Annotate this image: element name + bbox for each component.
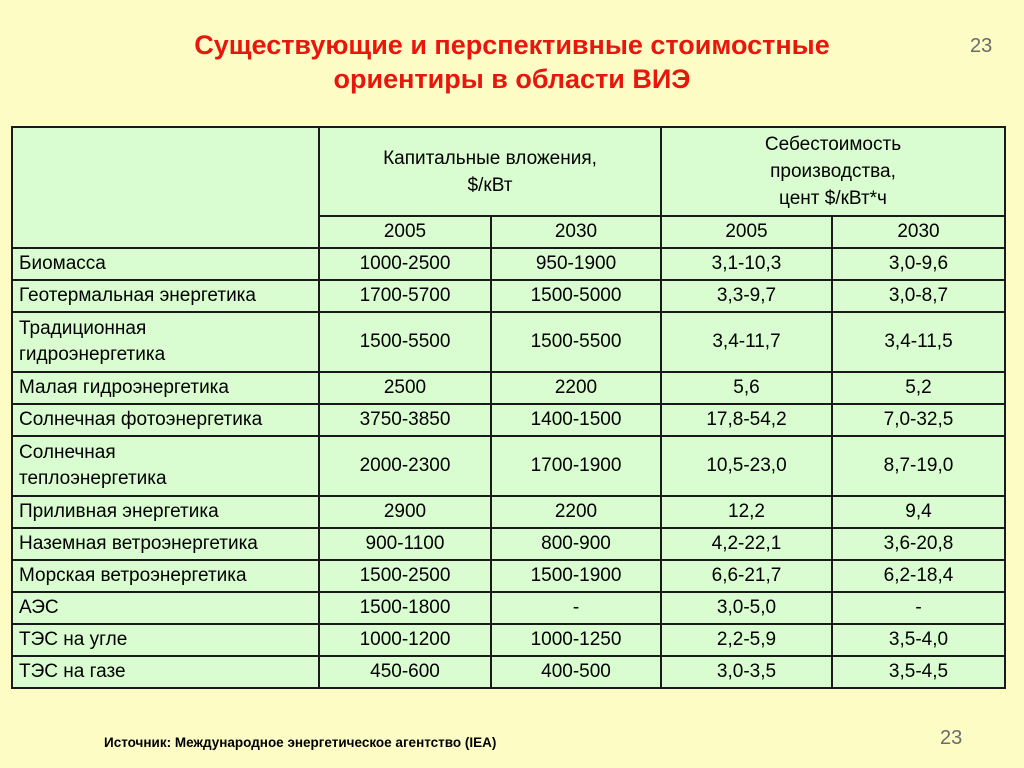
page-number-top: 23	[970, 35, 993, 57]
table-cell: 3,4-11,7	[661, 312, 832, 372]
row-name: ТЭС на газе	[12, 656, 319, 688]
table-cell: 9,4	[832, 496, 1005, 528]
row-name: Биомасса	[12, 248, 319, 280]
table-cell: 3,0-9,6	[832, 248, 1005, 280]
table-cell: 2500	[319, 372, 491, 404]
table-row	[12, 656, 1005, 688]
table-cell: 2200	[491, 372, 661, 404]
table-cell: 3,0-5,0	[661, 592, 832, 624]
year-header: 2030	[491, 216, 661, 248]
table-row	[12, 312, 1005, 372]
year-header: 2005	[661, 216, 832, 248]
table-cell: 800-900	[491, 528, 661, 560]
table-cell: 3,5-4,0	[832, 624, 1005, 656]
table-cell: 3,0-8,7	[832, 280, 1005, 312]
corner-cell	[12, 127, 319, 248]
table-row	[12, 280, 1005, 312]
table-cell: 4,2-22,1	[661, 528, 832, 560]
table-cell: 1500-5000	[491, 280, 661, 312]
table-cell: 1400-1500	[491, 404, 661, 436]
table-row	[12, 496, 1005, 528]
table-cell: 8,7-19,0	[832, 436, 1005, 496]
header-capital-investment: Капитальные вложения, $/кВт	[319, 127, 661, 216]
table-row	[12, 592, 1005, 624]
table-cell: 1000-2500	[319, 248, 491, 280]
table-cell: 1500-5500	[319, 312, 491, 372]
table-cell: 3,1-10,3	[661, 248, 832, 280]
year-header: 2030	[832, 216, 1005, 248]
header-production-cost: Себестоимость производства, цент $/кВт*ч	[661, 127, 1005, 216]
table-cell: 3,0-3,5	[661, 656, 832, 688]
row-name: Морская ветроэнергетика	[12, 560, 319, 592]
table-cell: 1500-5500	[491, 312, 661, 372]
table-cell: 900-1100	[319, 528, 491, 560]
row-name: Наземная ветроэнергетика	[12, 528, 319, 560]
table-cell: 3750-3850	[319, 404, 491, 436]
table-cell: 400-500	[491, 656, 661, 688]
table-cell: 5,2	[832, 372, 1005, 404]
table-row	[12, 404, 1005, 436]
table-row	[12, 248, 1005, 280]
row-name: Солнечная теплоэнергетика	[12, 436, 319, 496]
table-cell: 1700-1900	[491, 436, 661, 496]
table-cell: 1500-1800	[319, 592, 491, 624]
table-row	[12, 436, 1005, 496]
source-note: Источник: Международное энергетическое агентство (IEA)	[104, 735, 497, 750]
table-cell: 2000-2300	[319, 436, 491, 496]
table-cell: 3,6-20,8	[832, 528, 1005, 560]
row-name: Приливная энергетика	[12, 496, 319, 528]
title-line-1: Существующие и перспективные стоимостные	[194, 30, 830, 60]
table-cell: 2,2-5,9	[661, 624, 832, 656]
table-cell: 3,4-11,5	[832, 312, 1005, 372]
table-cell: 2200	[491, 496, 661, 528]
table-cell: 950-1900	[491, 248, 661, 280]
table-cell: 3,3-9,7	[661, 280, 832, 312]
table-cell: 6,6-21,7	[661, 560, 832, 592]
table-cell: 1500-1900	[491, 560, 661, 592]
row-name: Малая гидроэнергетика	[12, 372, 319, 404]
row-name: ТЭС на угле	[12, 624, 319, 656]
page-number-bottom: 23	[940, 727, 963, 749]
year-header: 2005	[319, 216, 491, 248]
row-name: Геотермальная энергетика	[12, 280, 319, 312]
table-cell: 5,6	[661, 372, 832, 404]
table-cell: 12,2	[661, 496, 832, 528]
cost-table	[11, 126, 1006, 689]
table-row	[12, 528, 1005, 560]
row-name: АЭС	[12, 592, 319, 624]
table-cell: 3,5-4,5	[832, 656, 1005, 688]
table-cell: 1000-1200	[319, 624, 491, 656]
table-cell: 2900	[319, 496, 491, 528]
table-cell: 6,2-18,4	[832, 560, 1005, 592]
table-cell: 450-600	[319, 656, 491, 688]
table-cell: 10,5-23,0	[661, 436, 832, 496]
table-cell: -	[491, 592, 661, 624]
table-cell: 1500-2500	[319, 560, 491, 592]
row-name: Традиционная гидроэнергетика	[12, 312, 319, 372]
title-line-2: ориентиры в области ВИЭ	[333, 64, 691, 94]
table-cell: 7,0-32,5	[832, 404, 1005, 436]
table-row	[12, 372, 1005, 404]
table-cell: -	[832, 592, 1005, 624]
table-cell: 17,8-54,2	[661, 404, 832, 436]
slide-title	[0, 28, 1024, 96]
table-cell: 1700-5700	[319, 280, 491, 312]
table-row	[12, 624, 1005, 656]
table-cell: 1000-1250	[491, 624, 661, 656]
table-row	[12, 560, 1005, 592]
row-name: Солнечная фотоэнергетика	[12, 404, 319, 436]
